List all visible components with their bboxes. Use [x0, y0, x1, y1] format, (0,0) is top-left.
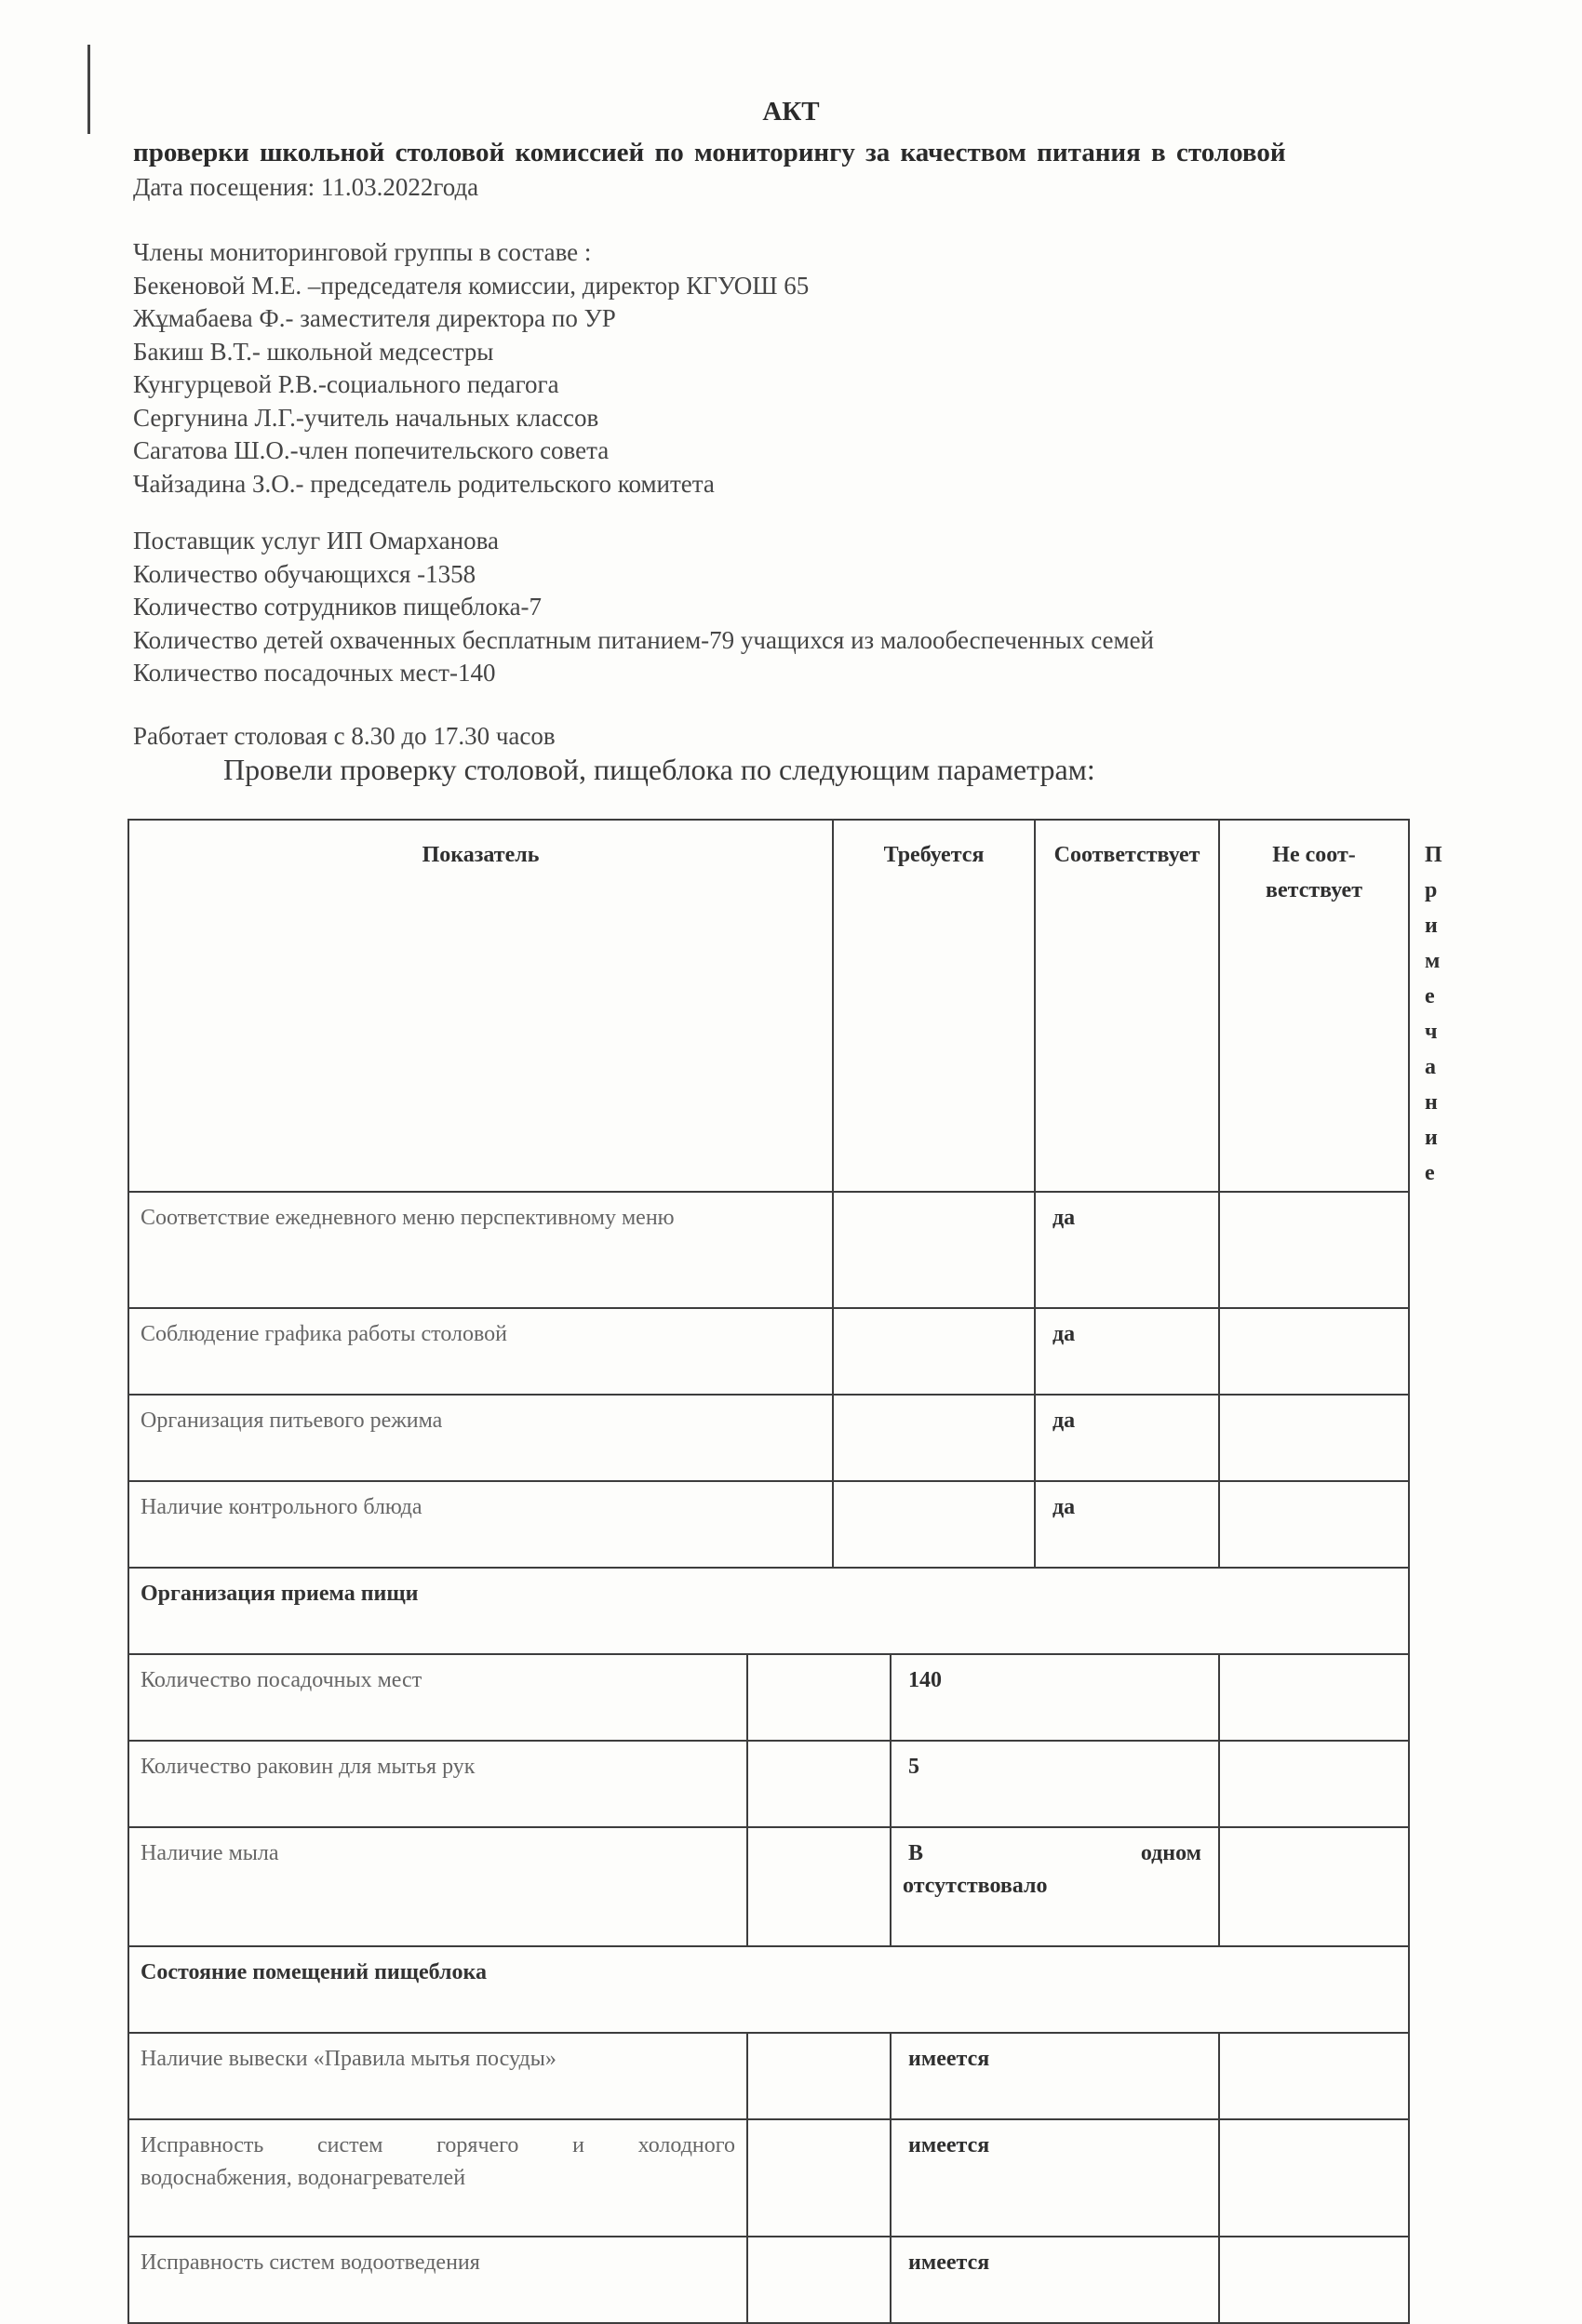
cell-required	[833, 1395, 1035, 1481]
cell-not-complies	[1219, 1395, 1409, 1481]
table-row	[128, 1192, 1409, 1308]
table-row	[128, 2033, 1409, 2119]
row-indicator: Наличие вывески «Правила мытья посуды»	[128, 2033, 747, 2119]
value-line-2: отсутствовало	[903, 1874, 1048, 1898]
header-indicator: Показатель	[128, 820, 833, 1192]
table-row	[128, 1481, 1409, 1568]
member-item: Бакиш В.Т.- школьной медсестры	[133, 337, 494, 366]
value-line-1	[903, 1837, 1207, 1870]
fact-item: Количество посадочных мест-140	[133, 659, 496, 687]
schedule-text: Работает столовая с 8.30 до 17.30 часов	[133, 722, 556, 750]
cell-not-complies	[1219, 2119, 1409, 2237]
row-indicator: Наличие мыла	[128, 1827, 747, 1946]
member-item: Чайзадина З.О.- председатель родительского комитета	[133, 469, 715, 498]
cell-required	[747, 1827, 891, 1946]
members-block	[133, 236, 809, 501]
document-subtitle: проверки школьной столовой комиссией по мониторингу за качеством питания в столовой	[133, 138, 1286, 167]
member-item: Сергунина Л.Г.-учитель начальных классов	[133, 403, 599, 432]
fact-item: Количество сотрудников пищеблока-7	[133, 593, 543, 621]
table-row	[128, 1395, 1409, 1481]
cell-not-complies	[1219, 1481, 1409, 1568]
cell-not-complies	[1219, 1741, 1409, 1827]
row-indicator	[128, 2119, 747, 2237]
row-indicator: Исправность систем водоотведения	[128, 2237, 747, 2323]
value-word: В	[908, 1841, 924, 1865]
cell-value: имеется	[891, 2119, 1219, 2237]
intro-text: Провели проверку столовой, пищеблока по следующим параметрам:	[223, 753, 1095, 786]
section-row	[128, 1568, 1409, 1654]
cell-required	[833, 1481, 1035, 1568]
members-heading: Члены мониторинговой группы в составе :	[133, 238, 592, 266]
table-row	[128, 1654, 1409, 1741]
header-required: Требуется	[833, 820, 1035, 1192]
cell-required	[747, 1741, 891, 1827]
cell-value: имеется	[891, 2033, 1219, 2119]
table-row	[128, 2237, 1409, 2323]
cell-complies: да	[1035, 1192, 1219, 1308]
section-title: Состояние помещений пищеблока	[128, 1946, 1409, 2033]
inspection-table	[127, 819, 1442, 2324]
table-row	[128, 1308, 1409, 1395]
cell-required	[747, 2237, 891, 2323]
member-item: Сагатова Ш.О.-член попечительского совета	[133, 436, 610, 464]
cell-value	[891, 1827, 1219, 1946]
cell-not-complies	[1219, 1308, 1409, 1395]
header-complies: Соответствует	[1035, 820, 1219, 1192]
table-row	[128, 2119, 1409, 2237]
section-row	[128, 1946, 1409, 2033]
visit-date-block	[133, 171, 478, 205]
cell-required	[833, 1308, 1035, 1395]
indicator-line-1: Исправность систем горячего и холодного	[141, 2133, 735, 2157]
document-title: АКТ	[762, 97, 820, 127]
cell-value: 140	[891, 1654, 1219, 1741]
row-indicator: Количество раковин для мытья рук	[128, 1741, 747, 1827]
member-item: Кунгурцевой Р.В.-социального педагога	[133, 370, 559, 398]
header-not-complies: Не соот-ветствует	[1219, 820, 1409, 1192]
cell-not-complies	[1219, 1654, 1409, 1741]
cell-value: имеется	[891, 2237, 1219, 2323]
schedule-block	[133, 720, 556, 754]
value-word: одном	[1140, 1841, 1202, 1865]
fact-item: Количество детей охваченных бесплатным питанием-79 учащихся из малообеспеченных семей	[133, 625, 1155, 654]
member-item: Бекеновой М.Е. –председателя комиссии, директор КГУОШ 65	[133, 271, 810, 300]
cell-required	[747, 1654, 891, 1741]
cell-complies: да	[1035, 1308, 1219, 1395]
cell-not-complies	[1219, 2237, 1409, 2323]
row-indicator: Наличие контрольного блюда	[128, 1481, 833, 1568]
member-item: Жұмабаева Ф.- заместителя директора по УР	[133, 304, 616, 332]
cell-complies: да	[1035, 1395, 1219, 1481]
section-title: Организация приема пищи	[128, 1568, 1409, 1654]
cell-value: 5	[891, 1741, 1219, 1827]
row-indicator: Соответствие ежедневного меню перспективному меню	[128, 1192, 833, 1308]
cell-not-complies	[1219, 1827, 1409, 1946]
cell-required	[833, 1192, 1035, 1308]
fact-item: Количество обучающихся -1358	[133, 559, 476, 588]
cell-not-complies	[1219, 1192, 1409, 1308]
row-indicator: Соблюдение графика работы столовой	[128, 1308, 833, 1395]
facts-block	[133, 525, 1154, 690]
cell-required	[747, 2119, 891, 2237]
visit-date: Дата посещения: 11.03.2022года	[133, 173, 479, 201]
table-row	[128, 1827, 1409, 1946]
row-indicator: Организация питьевого режима	[128, 1395, 833, 1481]
row-indicator: Количество посадочных мест	[128, 1654, 747, 1741]
cell-complies: да	[1035, 1481, 1219, 1568]
cell-required	[747, 2033, 891, 2119]
fact-item: Поставщик услуг ИП Омарханова	[133, 527, 499, 554]
indicator-line-2: водоснабжения, водонагревателей	[141, 2166, 466, 2190]
table-header-row: Показатель Требуется Соответствует Не соот-ветствует Примечание	[128, 820, 1409, 1192]
table-row	[128, 1741, 1409, 1827]
cell-not-complies	[1219, 2033, 1409, 2119]
